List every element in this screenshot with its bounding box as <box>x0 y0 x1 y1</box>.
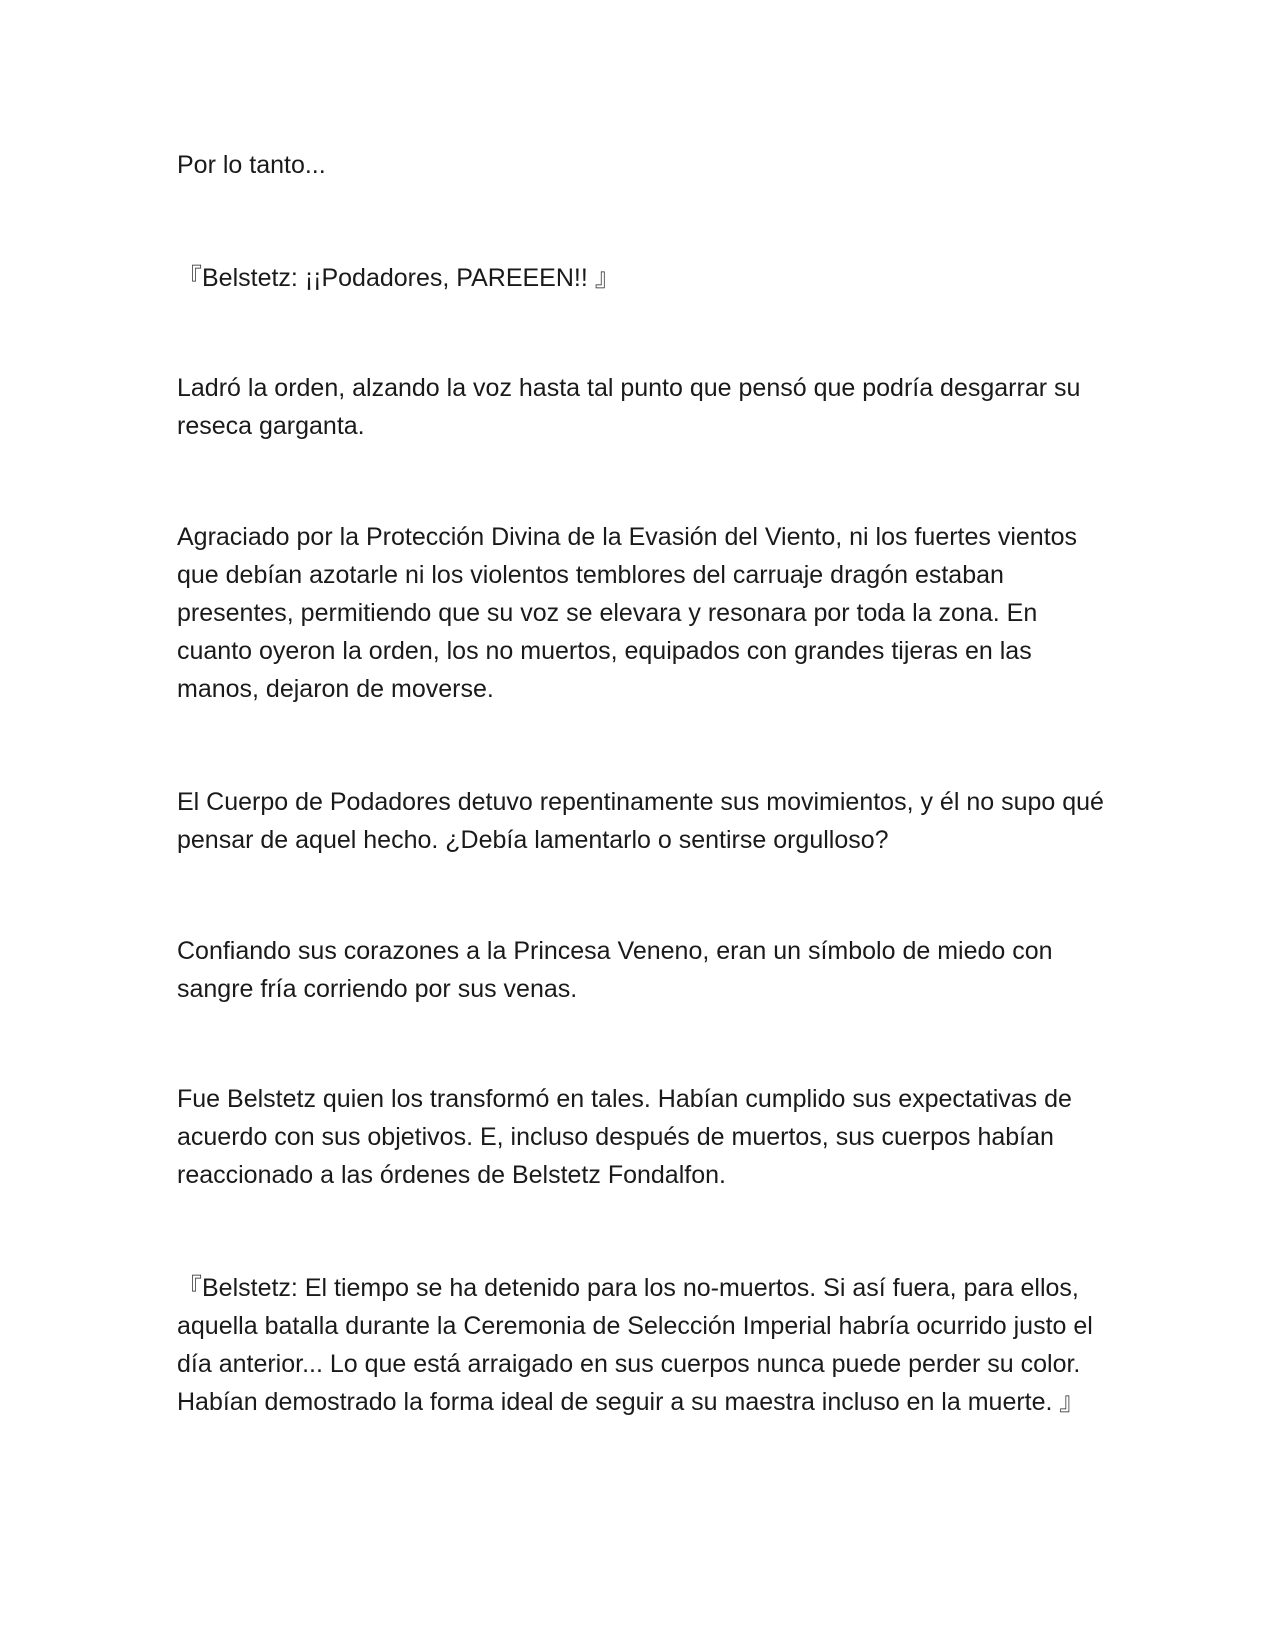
paragraph-poison-princess: Confiando sus corazones a la Princesa Veneno, eran un símbolo de miedo con sangre fría corriendo por sus venas. <box>177 937 1053 1003</box>
dialogue-reflection: 『Belstetz: El tiempo se ha detenido para los no-muertos. Si así fuera, para ellos, aquella batalla durante la Ceremonia de Selección Imperial habría ocurrido justo el día anterior... Lo que está arraigado en sus cuerpos nunca puede perder su color. Habían demostrado la forma ideal de seguir a su maestra incluso en la muerte. 』 <box>177 1274 1093 1416</box>
dialogue-order: 『Belstetz: ¡¡Podadores, PAREEEN!! 』 <box>177 264 620 292</box>
paragraph-pruners-stop: El Cuerpo de Podadores detuvo repentinamente sus movimientos, y él no supo qué pensar de aquel hecho. ¿Debía lamentarlo o sentirse orgulloso? <box>177 788 1104 854</box>
paragraph-command: Ladró la orden, alzando la voz hasta tal punto que pensó que podría desgarrar su reseca garganta. <box>177 374 1081 440</box>
paragraph-transformation: Fue Belstetz quien los transformó en tales. Habían cumplido sus expectativas de acuerdo con sus objetivos. E, incluso después de muertos, sus cuerpos habían reaccionado a las órdenes de Belstetz Fondalfon. <box>177 1085 1072 1189</box>
paragraph-divine-protection: Agraciado por la Protección Divina de la Evasión del Viento, ni los fuertes vientos que debían azotarle ni los violentos temblores del carruaje dragón estaban presentes, permitiendo que su voz se elevara y resonara por toda la zona. En cuanto oyeron la orden, los no muertos, equipados con grandes tijeras en las manos, dejaron de moverse. <box>177 523 1078 703</box>
paragraph-intro: Por lo tanto... <box>177 151 326 179</box>
